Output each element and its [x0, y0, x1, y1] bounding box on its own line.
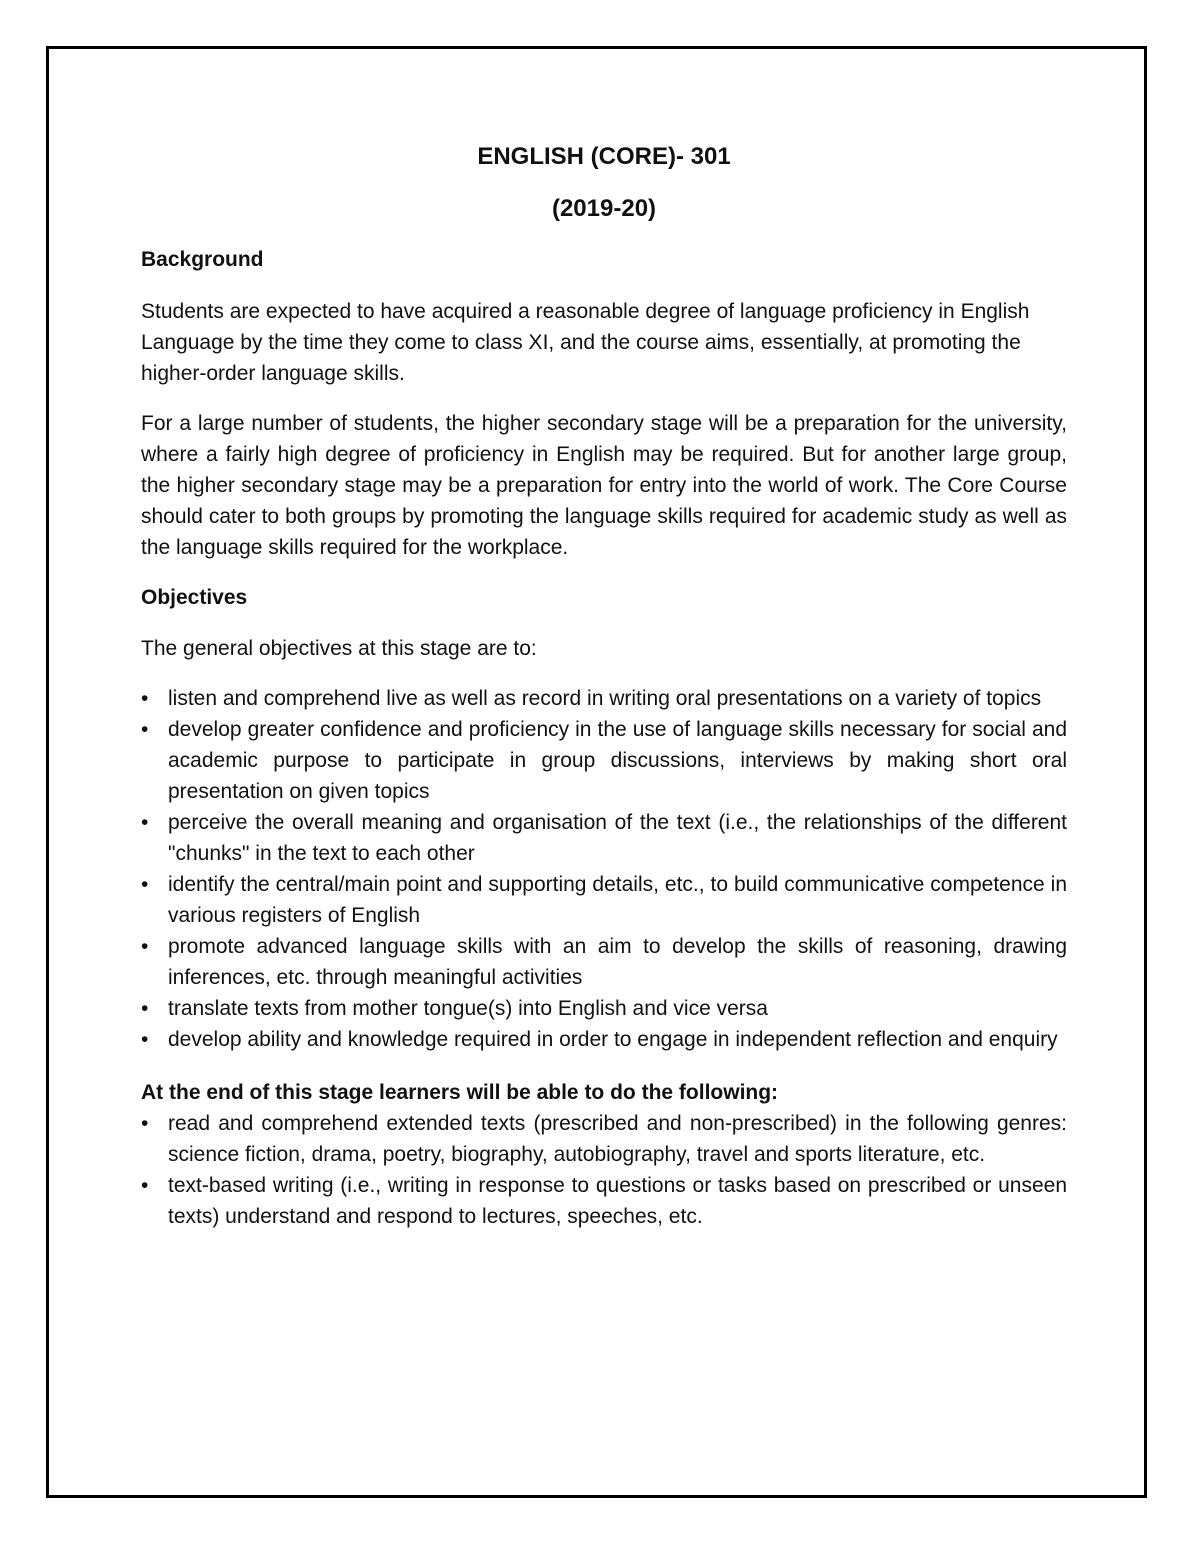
list-item	[141, 807, 1067, 869]
bullet-icon: •	[141, 1112, 149, 1135]
list-item	[141, 683, 1067, 714]
objectives-heading: Objectives	[141, 586, 248, 609]
background-heading: Background	[141, 248, 264, 271]
list-item-text: promote advanced language skills with an aim to develop the skills of reasoning, drawing inferences, etc. through meaningful activities	[168, 935, 1067, 989]
list-item-text: perceive the overall meaning and organisation of the text (i.e., the relationships of the different "chunks" in the text to each other	[168, 811, 1067, 865]
bullet-icon: •	[141, 718, 149, 741]
list-item	[141, 869, 1067, 931]
document-body	[141, 140, 1067, 1232]
background-paragraph-2: For a large number of students, the higher secondary stage will be a preparation for the university, where a fairly high degree of proficiency in English may be required. But for another large group, the higher secondary stage may be a preparation for entry into the world of work. The Core Course should cater to both groups by promoting the language skills required for academic study as well as the language skills required for the workplace.	[141, 412, 1067, 559]
bullet-icon: •	[141, 1028, 149, 1051]
list-item-text: text-based writing (i.e., writing in response to questions or tasks based on prescribed or unseen texts) understand and respond to lectures, speeches, etc.	[168, 1174, 1067, 1228]
document-title: ENGLISH (CORE)- 301	[477, 143, 731, 170]
background-paragraph-1: Students are expected to have acquired a reasonable degree of language proficiency in English Language by the time they come to class XI, and the course aims, essentially, at promoting the higher-order language skills.	[141, 300, 1030, 385]
list-item	[141, 1024, 1067, 1055]
bullet-icon: •	[141, 811, 149, 834]
list-item-text: develop ability and knowledge required in order to engage in independent reflection and enquiry	[168, 1028, 1058, 1051]
list-item-text: identify the central/main point and supporting details, etc., to build communicative competence in various registers of English	[168, 873, 1067, 927]
list-item-text: listen and comprehend live as well as record in writing oral presentations on a variety of topics	[168, 687, 1042, 710]
bullet-icon: •	[141, 997, 149, 1020]
bullet-icon: •	[141, 687, 149, 710]
list-item	[141, 1170, 1067, 1232]
outcomes-heading: At the end of this stage learners will be able to do the following:	[141, 1081, 779, 1104]
bullet-icon: •	[141, 935, 149, 958]
list-item-text: develop greater confidence and proficiency in the use of language skills necessary for social and academic purpose to participate in group discussions, interviews by making short oral presentation on given topics	[168, 718, 1067, 803]
bullet-icon: •	[141, 873, 149, 896]
objectives-intro: The general objectives at this stage are to:	[141, 637, 537, 660]
list-item	[141, 931, 1067, 993]
outcomes-list	[141, 1108, 1067, 1232]
objectives-list	[141, 683, 1067, 1055]
list-item	[141, 714, 1067, 807]
list-item-text: translate texts from mother tongue(s) into English and vice versa	[168, 997, 768, 1020]
list-item-text: read and comprehend extended texts (prescribed and non-prescribed) in the following genres: science fiction, drama, poetry, biography, autobiography, travel and sports literature, etc.	[168, 1112, 1067, 1166]
document-year: (2019-20)	[551, 195, 657, 222]
bullet-icon: •	[141, 1174, 149, 1197]
list-item	[141, 1108, 1067, 1170]
list-item	[141, 993, 1067, 1024]
